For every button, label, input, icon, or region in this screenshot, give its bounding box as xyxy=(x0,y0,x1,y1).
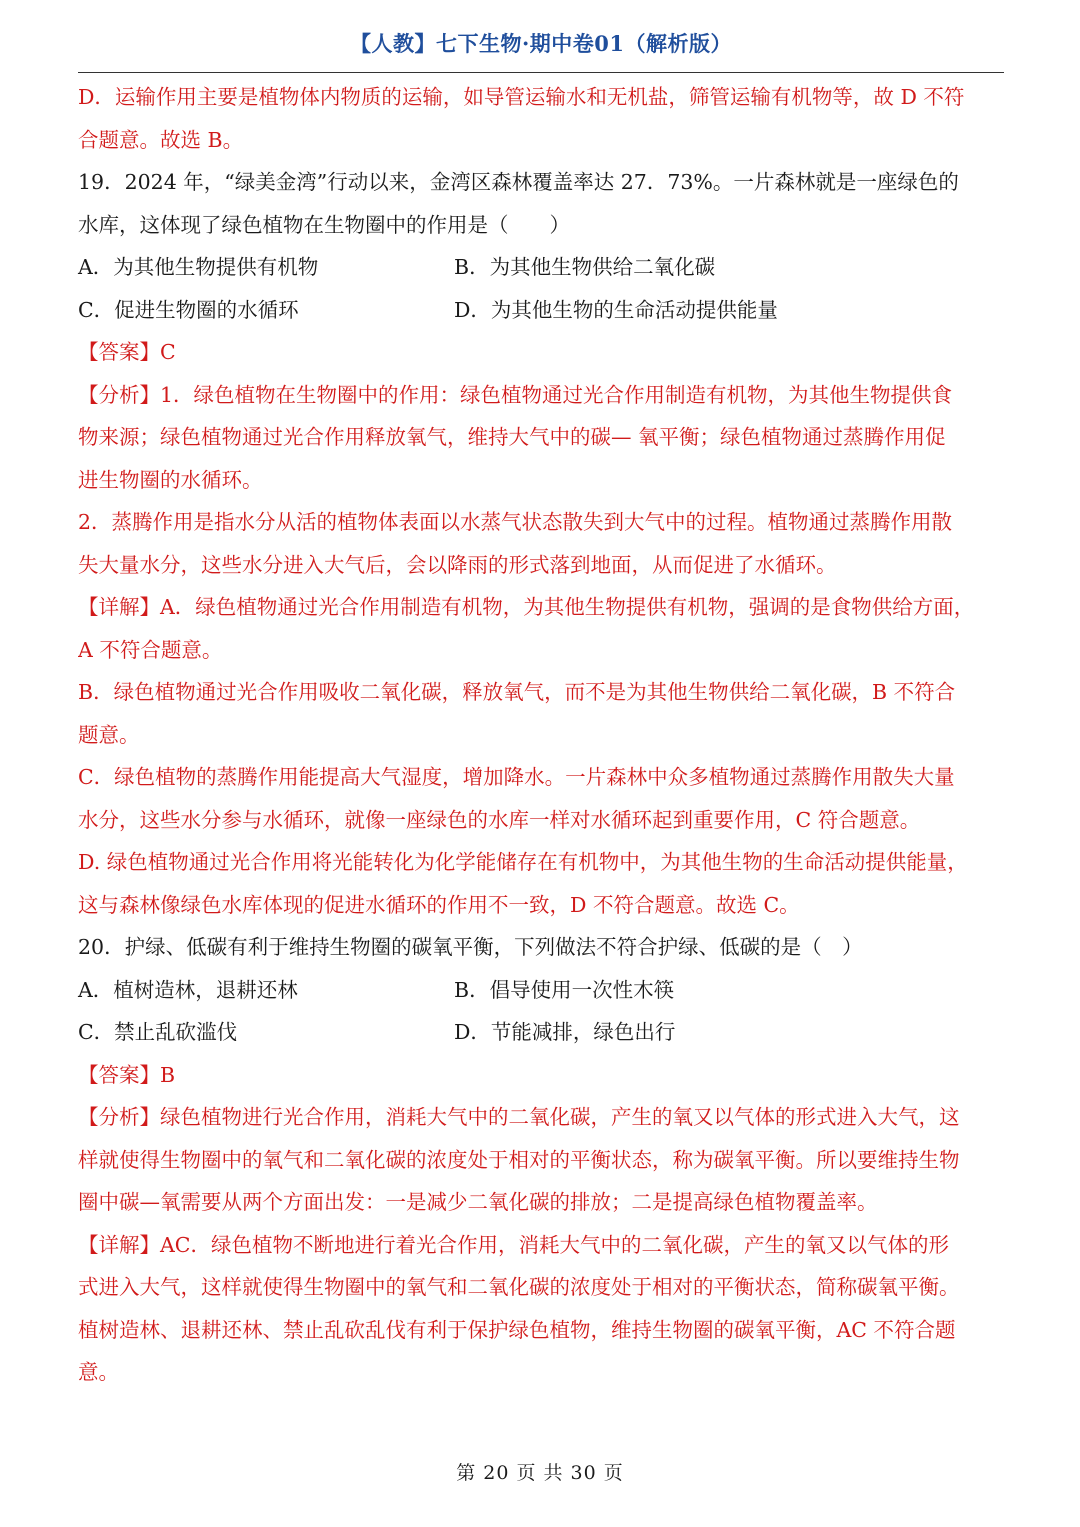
detail-line: A 不符合题意。 xyxy=(78,637,223,662)
detail-line: 水分，这些水分参与水循环，就像一座绿色的水库一样对水循环起到重要作用，C 符合题意。 xyxy=(78,807,921,832)
option-c: C．促进生物圈的水循环 xyxy=(78,297,299,322)
analysis-line: 圈中碳—氧需要从两个方面出发：一是减少二氧化碳的排放；二是提高绿色植物覆盖率。 xyxy=(78,1190,878,1214)
option-a: A．为其他生物提供有机物 xyxy=(78,255,319,279)
analysis-line: 样就使得生物圈中的氧气和二氧化碳的浓度处于相对的平衡状态，称为碳氧平衡。所以要维持生物 xyxy=(78,1147,960,1172)
detail-line: 题意。 xyxy=(78,722,140,747)
question-20-stem: 20．护绿、低碳有利于维持生物圈的碳氧平衡，下列做法不符合护绿、低碳的是（ ） xyxy=(78,935,863,959)
page-content xyxy=(78,76,1004,1394)
analysis-line: 2．蒸腾作用是指水分从活的植物体表面以水蒸气状态散失到大气中的过程。植物通过蒸腾作用散 xyxy=(78,510,953,534)
text-line: D．运输作用主要是植物体内物质的运输，如导管运输水和无机盐，筛管运输有机物等，故 D 不符 xyxy=(78,85,965,109)
detail-line: 这与森林像绿色水库体现的促进水循环的作用不一致，D 不符合题意。故选 C。 xyxy=(78,892,800,917)
analysis-line: 进生物圈的水循环。 xyxy=(78,467,263,492)
detail-line: 式进入大气，这样就使得生物圈中的氧气和二氧化碳的浓度处于相对的平衡状态，简称碳氧平衡。 xyxy=(78,1275,960,1299)
header-title: 【人教】七下生物·期中卷01（解析版） xyxy=(349,31,733,56)
detail-line: 【详解】AC．绿色植物不断地进行着光合作用，消耗大气中的二氧化碳，产生的氧又以气体的形 xyxy=(78,1232,949,1257)
analysis-line: 【分析】1．绿色植物在生物圈中的作用：绿色植物通过光合作用制造有机物，为其他生物提供食 xyxy=(78,382,953,407)
question-19-stem: 19．2024 年，“绿美金湾”行动以来，金湾区森林覆盖率达 27．73%。一片森林就是一座绿色的 xyxy=(78,170,959,194)
option-d: D．节能减排，绿色出行 xyxy=(454,1020,676,1044)
detail-line: C．绿色植物的蒸腾作用能提高大气湿度，增加降水。一片森林中众多植物通过蒸腾作用散失大量 xyxy=(78,765,955,789)
question-19-stem: 水库，这体现了绿色植物在生物圈中的作用是（ ） xyxy=(78,212,570,237)
detail-line: B．绿色植物通过光合作用吸收二氧化碳，释放氧气，而不是为其他生物供给二氧化碳，B 不符合 xyxy=(78,680,956,704)
question-20-options-row xyxy=(78,969,1004,1012)
question-20-answer: 【答案】B xyxy=(78,1062,176,1087)
analysis-line: 【分析】绿色植物进行光合作用，消耗大气中的二氧化碳，产生的氧又以气体的形式进入大气，这 xyxy=(78,1105,960,1129)
option-b: B．为其他生物供给二氧化碳 xyxy=(454,255,716,279)
detail-line: 意。 xyxy=(78,1360,119,1384)
page-number: 第 20 页 共 30 页 xyxy=(456,1462,624,1484)
option-b: B．倡导使用一次性木筷 xyxy=(454,977,675,1002)
page-footer xyxy=(0,1458,1080,1485)
detail-line: 【详解】A．绿色植物通过光合作用制造有机物，为其他生物提供有机物，强调的是食物供给方面， xyxy=(78,595,975,619)
text-line: 合题意。故选 B。 xyxy=(78,127,244,152)
option-c: C．禁止乱砍滥伐 xyxy=(78,1020,238,1044)
option-a: A．植树造林，退耕还林 xyxy=(78,977,298,1002)
detail-line: D. 绿色植物通过光合作用将光能转化为化学能储存在有机物中，为其他生物的生命活动提供能量， xyxy=(78,850,968,874)
question-20-options-row xyxy=(78,1011,1004,1054)
analysis-line: 失大量水分，这些水分进入大气后，会以降雨的形式落到地面，从而促进了水循环。 xyxy=(78,552,837,577)
detail-line: 植树造林、退耕还林、禁止乱砍乱伐有利于保护绿色植物，维持生物圈的碳氧平衡，AC 不符合题 xyxy=(78,1317,956,1342)
question-19-answer: 【答案】C xyxy=(78,340,176,364)
option-d: D．为其他生物的生命活动提供能量 xyxy=(454,297,778,322)
question-19-options-row xyxy=(78,289,1004,332)
page-header xyxy=(78,22,1004,73)
analysis-line: 物来源；绿色植物通过光合作用释放氧气，维持大气中的碳— 氧平衡；绿色植物通过蒸腾作用促 xyxy=(78,425,946,449)
question-19-options-row xyxy=(78,246,1004,289)
